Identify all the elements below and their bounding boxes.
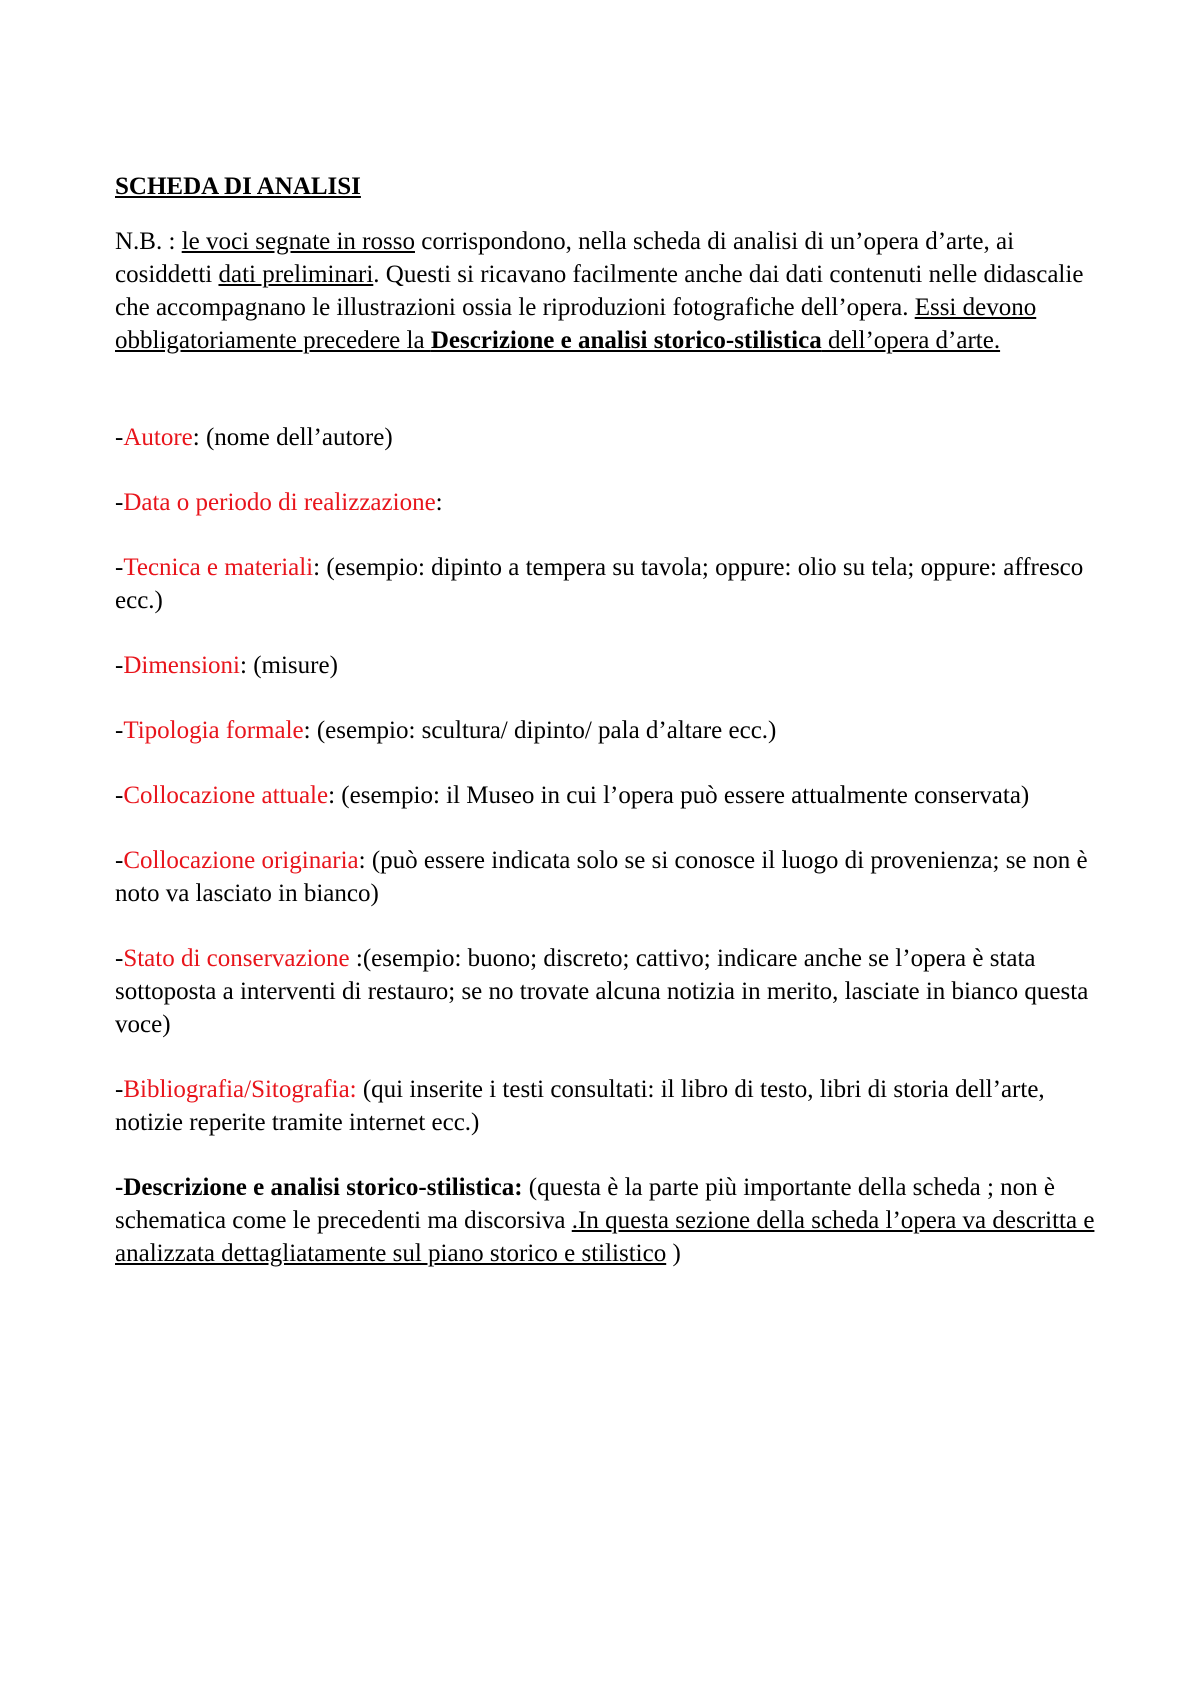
intro-text-2: . Questi si ricavano facilmente anche dai dati contenuti nelle didascalie che accompagnano le illustrazioni ossia le riproduzioni fotografiche dell’opera. <box>115 261 1084 321</box>
document-content <box>115 170 1095 1270</box>
intro-dati-preliminari: dati preliminari <box>218 261 374 288</box>
field-label: Data o periodo di realizzazione <box>123 489 436 516</box>
field-desc: (qui inserite i testi consultati: il libro di testo, libri di storia dell’arte, notizie reperite tramite internet ecc.) <box>115 1076 1045 1136</box>
field-desc: : <box>435 489 443 516</box>
intro-text-1: corrispondono, nella scheda di analisi di un’opera d’arte, ai cosiddetti <box>115 228 1015 288</box>
field-descrizione-analisi <box>115 1171 1095 1270</box>
field-desc: : (misure) <box>240 652 338 679</box>
field-desc: : (nome dell’autore) <box>192 424 393 451</box>
document-title: SCHEDA DI ANALISI <box>115 173 361 200</box>
field-data-periodo <box>115 486 1095 519</box>
field-collocazione-originaria <box>115 844 1095 910</box>
final-text: (questa è la parte più importante della scheda ; non è schematica come le precedenti ma discorsiva <box>115 1174 1055 1234</box>
field-label: Autore <box>123 424 193 451</box>
intro-must-underlined: Essi devono obbligatoriamente precedere la <box>115 294 1037 354</box>
field-bibliografia <box>115 1073 1095 1139</box>
field-label: Tecnica e materiali <box>123 554 314 581</box>
field-dimensioni <box>115 649 1095 682</box>
field-desc: :(esempio: buono; discreto; cattivo; indicare anche se l’opera è stata sottoposta a interventi di restauro; se no trovate alcuna notizia in merito, lasciate in bianco questa voce) <box>115 945 1089 1038</box>
intro-must-end: dell’opera d’arte. <box>821 327 1001 354</box>
field-prefix: - <box>115 652 124 679</box>
field-prefix: - <box>115 782 124 809</box>
field-desc: : (esempio: il Museo in cui l’opera può essere attualmente conservata) <box>328 782 1030 809</box>
field-label: Collocazione originaria <box>123 847 359 874</box>
field-prefix: - <box>115 847 124 874</box>
final-label: -Descrizione e analisi storico-stilistica: <box>115 1174 523 1201</box>
intro-paragraph <box>115 225 1095 357</box>
field-prefix: - <box>115 1076 124 1103</box>
field-prefix: - <box>115 424 124 451</box>
field-prefix: - <box>115 717 124 744</box>
field-tipologia-formale <box>115 714 1095 747</box>
intro-prefix: N.B. : <box>115 228 182 255</box>
field-desc: : (può essere indicata solo se si conosce il luogo di provenienza; se non è noto va lasciato in bianco) <box>115 847 1088 907</box>
field-tecnica-materiali <box>115 551 1095 617</box>
field-autore <box>115 421 1095 454</box>
final-underlined: .In questa sezione della scheda l’opera va descritta e analizzata dettagliatamente sul piano storico e stilistico <box>115 1207 1095 1267</box>
intro-must-bold: Descrizione e analisi storico-stilistica <box>430 327 822 354</box>
intro-red-note: le voci segnate in rosso <box>181 228 415 255</box>
field-label: Collocazione attuale <box>123 782 329 809</box>
field-label: Dimensioni <box>123 652 240 679</box>
field-stato-conservazione <box>115 942 1095 1041</box>
field-label: Tipologia formale <box>123 717 304 744</box>
final-end: ) <box>666 1240 681 1267</box>
field-label: Stato di conservazione <box>123 945 356 972</box>
field-list <box>115 421 1095 1270</box>
field-desc: : (esempio: dipinto a tempera su tavola; oppure: olio su tela; oppure: affresco ecc.) <box>115 554 1084 614</box>
field-label: Bibliografia/Sitografia: <box>123 1076 357 1103</box>
field-collocazione-attuale <box>115 779 1095 812</box>
field-prefix: - <box>115 489 124 516</box>
field-desc: : (esempio: scultura/ dipinto/ pala d’altare ecc.) <box>303 717 777 744</box>
field-prefix: - <box>115 554 124 581</box>
field-prefix: - <box>115 945 124 972</box>
